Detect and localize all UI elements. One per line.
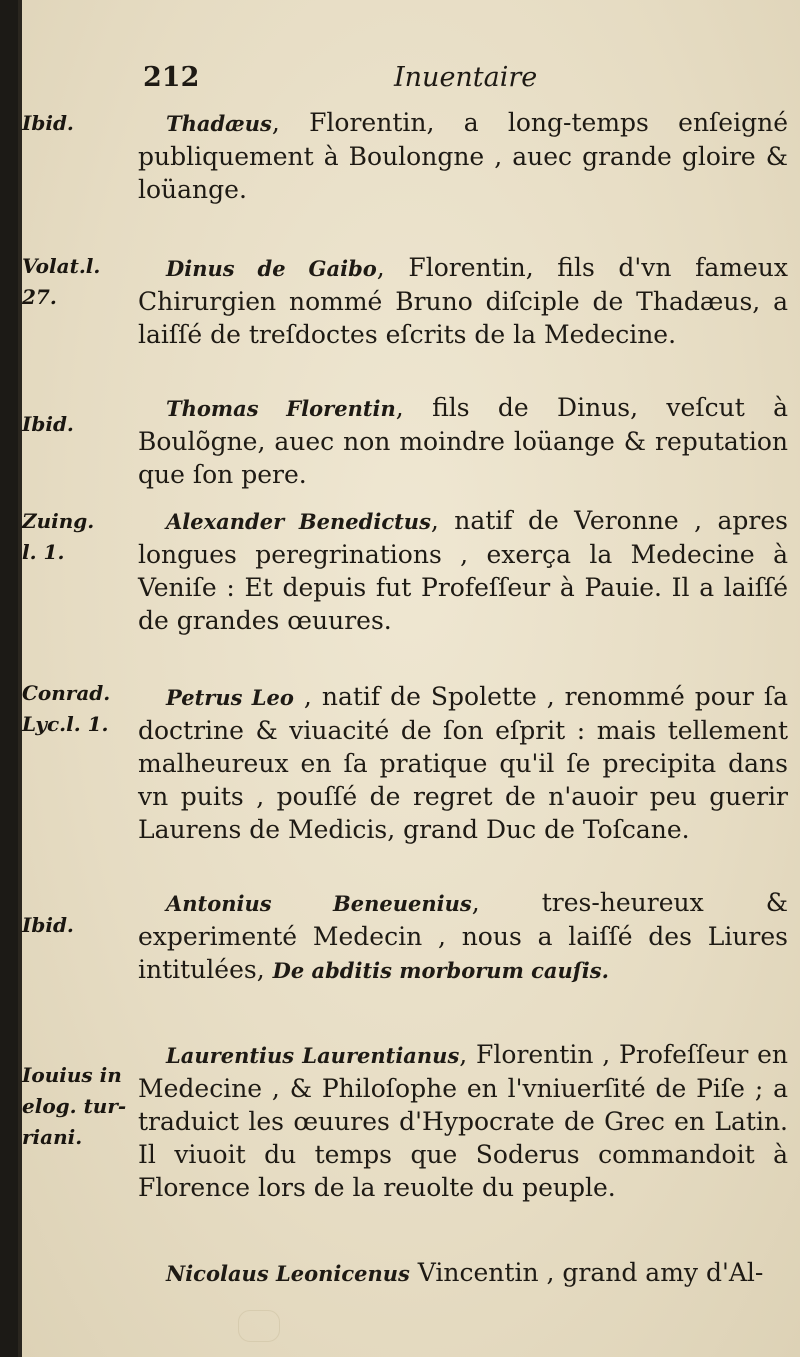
margin-note: Iouius in elog. tur- riani. (22, 1063, 127, 1149)
entry-text: Dinus de Gaibo, Florentin, fils d'vn fameux Chirurgien nommé Bruno diſciple de Thadæus, a laiſſé de treſdoctes eſcrits de la Medecine. (138, 253, 788, 349)
entry-name: Alexander Benedictus (166, 509, 431, 534)
entry-name: Thomas Florentin (166, 396, 396, 421)
margin-note: Ibid. (22, 412, 74, 436)
margin-note: Ibid. (22, 913, 74, 937)
page-number: 212 (143, 62, 200, 93)
page-header (18, 62, 800, 102)
entry-text: Laurentius Laurentianus, Florentin , Profeſſeur en Medecine , & Philoſophe en l'vniuerſité de Piſe ; a traduict les œuures d'Hypocrate de Grec en Latin. Il viuoit du temps que Soderus commandoit à Florence lors de la reuolte du peuple. (138, 1040, 789, 1202)
entry-name: Antonius Beneuenius (166, 891, 472, 916)
margin-note: Conrad. Lyc.l. 1. (22, 681, 111, 736)
entry-name: Laurentius Laurentianus (166, 1043, 460, 1068)
entry-text: Thadæus, Florentin, a long-temps enſeigné publiquement à Boulongne , auec grande gloire & loüange. (138, 108, 788, 204)
entry-name: Nicolaus Leonicenus (166, 1261, 410, 1286)
running-title: Inuentaire (394, 62, 538, 93)
entry-text: Alexander Benedictus, natif de Veronne , apres longues peregrinations , exerça la Medecine à Veniſe : Et depuis fut Profeſſeur à Pauie. Il a laiſſé de grandes œuures. (138, 506, 788, 635)
entry-text: Petrus Leo , natif de Spolette , renommé pour ſa doctrine & viuacité de ſon eſprit : mais tellement malheureux en ſa pratique qu'il ſe precipita dans vn puits , pouſſé de regret de n'auoir peu guerir Laurens de Medicis, grand Duc de Toſcane. (138, 682, 789, 844)
entry-text: Antonius Beneuenius, tres-heureux & experimenté Medecin , nous a laiſſé des Liures intitulées, De abditis morborum cauſis. (138, 888, 789, 984)
margin-note: Zuing. l. 1. (22, 509, 95, 564)
smudge-mark (238, 1310, 280, 1342)
margin-note: Volat.l. 27. (22, 254, 101, 309)
entry-text: Thomas Florentin, fils de Dinus, veſcut à Boulõgne, auec non moindre loüange & reputation que ſon pere. (138, 393, 788, 489)
book-page (18, 0, 800, 1357)
entry-name: Petrus Leo (166, 685, 294, 710)
entry-name: Dinus de Gaibo (166, 256, 377, 281)
book-title: De abditis morborum cauſis. (272, 958, 609, 983)
margin-note: Ibid. (22, 111, 74, 135)
entry-text: Nicolaus Leonicenus Vincentin , grand amy d'Al- (166, 1258, 764, 1287)
entry-name: Thadæus (166, 111, 272, 136)
